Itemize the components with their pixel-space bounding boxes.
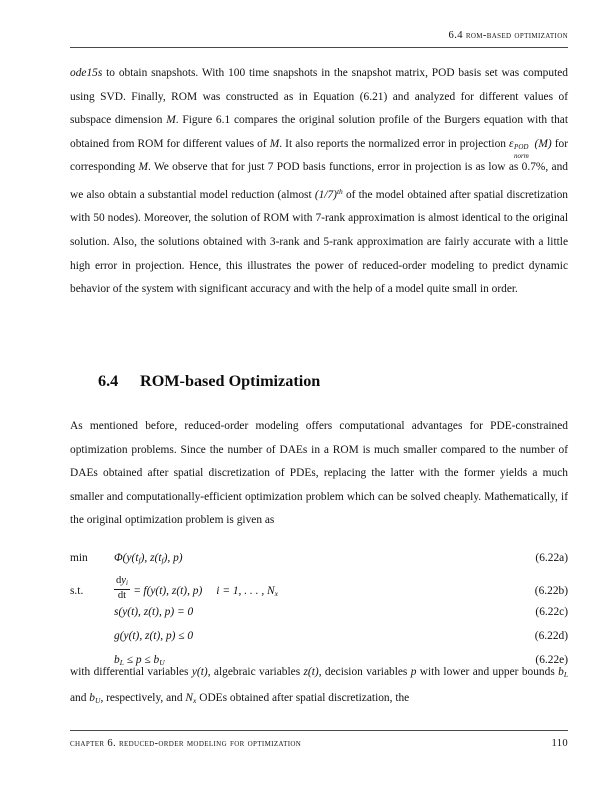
math-equality-constraint: s(y(t), z(t), p) = 0 <box>114 606 194 618</box>
code-ode15s: ode15s <box>70 67 103 79</box>
math-phi: Φ <box>114 552 123 564</box>
p3-text-c: , decision variables <box>318 666 411 678</box>
math-N-sub: x <box>193 695 197 705</box>
math-index-range: i = 1, . . . , $N_x$ <box>216 585 278 598</box>
equation-number-e: (6.22e) <box>535 654 568 666</box>
derivative-denominator: dt <box>114 589 130 602</box>
page-body-3 <box>70 661 568 712</box>
p1-text-b: to obtain snapshots. With 100 time snapshots in the snapshot matrix, POD basis set was computed using SVD. Finally, ROM was constructed as in Equation (6.21) and analyzed for different values of subspace dimension <box>70 67 568 127</box>
math-objective-args: ($y(t_f)$, $z(t_f)$, p) <box>122 552 183 565</box>
equation-body-a <box>114 552 504 565</box>
math-M-1: M <box>166 114 176 127</box>
equation-body-d <box>114 630 504 642</box>
page-body <box>70 62 568 302</box>
math-inequality-constraint: g(y(t), z(t), p) ≤ 0 <box>114 630 194 642</box>
equation-number-b: (6.22b) <box>534 585 568 598</box>
p1-text-f: . It also reports the normalized error in projection <box>279 137 510 150</box>
epsilon-subscript-norm: norm <box>514 151 529 160</box>
math-b-lower: b <box>558 666 564 678</box>
footer-rule <box>70 730 568 731</box>
derivative-numerator: $dy_i$ <box>116 574 128 587</box>
paragraph-1 <box>70 62 568 302</box>
math-epsilon: ε <box>509 137 514 150</box>
p3-text-a: with differential variables <box>70 666 192 678</box>
p1-text-j: . We observe that for just 7 POD basis functions, error in projection is as low as 0.7%, and we also obtain a substantial model reduction (almost <box>70 161 568 201</box>
equation-block <box>70 552 568 678</box>
math-rhs-f: f(y(t), z(t), p) <box>143 585 203 598</box>
p3-text-d: with lower and upper bounds <box>416 666 559 678</box>
math-bounds: $b_L \le p \le b_U$ <box>114 654 165 667</box>
p3-text-e: and <box>70 691 90 704</box>
equation-number-a: (6.22a) <box>535 552 568 564</box>
paragraph-3 <box>70 661 568 712</box>
equation-label-st: s.t. <box>70 585 84 598</box>
footer-page-number: 110 <box>551 738 568 749</box>
math-of-M: (M) <box>534 137 552 150</box>
math-one-seventh: (1/7) <box>314 188 337 201</box>
header-section-number: 6.4 <box>448 30 463 41</box>
header-rule <box>70 47 568 48</box>
header-section-title: rom-based optimization <box>465 30 568 41</box>
p3-text-b: , algebraic variables <box>207 666 304 678</box>
derivative-fraction <box>114 575 130 602</box>
running-footer <box>70 738 568 749</box>
section-heading-number: 6.4 <box>98 372 119 390</box>
math-M-3: M <box>138 161 148 174</box>
math-b-upper-sub: U <box>95 695 101 705</box>
epsilon-superscript-pod: POD <box>514 143 529 152</box>
math-b-upper: b <box>89 691 95 704</box>
math-N: N <box>185 691 194 704</box>
equation-row-b <box>70 576 568 606</box>
section-heading-title: ROM-based Optimization <box>140 372 321 390</box>
equation-body-b <box>114 576 504 603</box>
section-heading <box>98 372 320 391</box>
math-p: p <box>410 666 417 678</box>
page-body-2 <box>70 415 568 533</box>
footer-chapter-title: chapter 6. reduced-order modeling for optimization <box>70 738 302 749</box>
equation-number-c: (6.22c) <box>535 606 568 618</box>
math-z-of-t: z(t) <box>303 666 319 678</box>
math-y-of-t: y(t) <box>191 666 208 678</box>
equation-number-d: (6.22d) <box>534 630 568 642</box>
p1-text-h: for corresponding <box>70 137 568 174</box>
math-M-2: M <box>269 137 280 150</box>
paragraph-2 <box>70 415 568 533</box>
p3-text-f: , respectively, and <box>100 691 186 704</box>
math-th-superscript: th <box>336 186 343 196</box>
math-b-lower-sub: L <box>563 669 569 679</box>
running-header <box>70 30 568 41</box>
equation-body-c <box>114 606 504 618</box>
equation-row-a <box>70 552 568 576</box>
p2-text: As mentioned before, reduced-order modeling offers computational advantages for PDE-constrained optimization problems. Since the number of DAEs in a ROM is much smaller compared to the number of DAEs obtained after spatial discretization of PDEs, replacing the latter with the former yields a much smaller and computationally-efficient optimization problem which can be solved cheaply. Mathematically, if the original optimization problem is given as <box>70 420 568 527</box>
p3-text-g: ODEs obtained after spatial discretization, the <box>196 691 410 704</box>
equals-sign-b: = <box>133 585 141 598</box>
p1-text-l: of the model obtained after spatial discretization with 50 nodes). Moreover, the solution of ROM with 7-rank approximation is almost identical to the original solution. Also, the solutions obtained with 3-rank and 5-rank approximation are fairly accurate with a little high error in projection. Hence, this illustrates the power of reduced-order modeling to predict dynamic behavior of the system with significant accuracy and with the help of a model quite small in order. <box>70 188 568 296</box>
equation-row-c <box>70 606 568 630</box>
equation-row-d <box>70 630 568 654</box>
p1-text-d: . Figure 6.1 compares the original solution profile of the Burgers equation with that obtained from ROM for different values of <box>70 114 569 150</box>
equation-label-min: min <box>70 552 88 564</box>
